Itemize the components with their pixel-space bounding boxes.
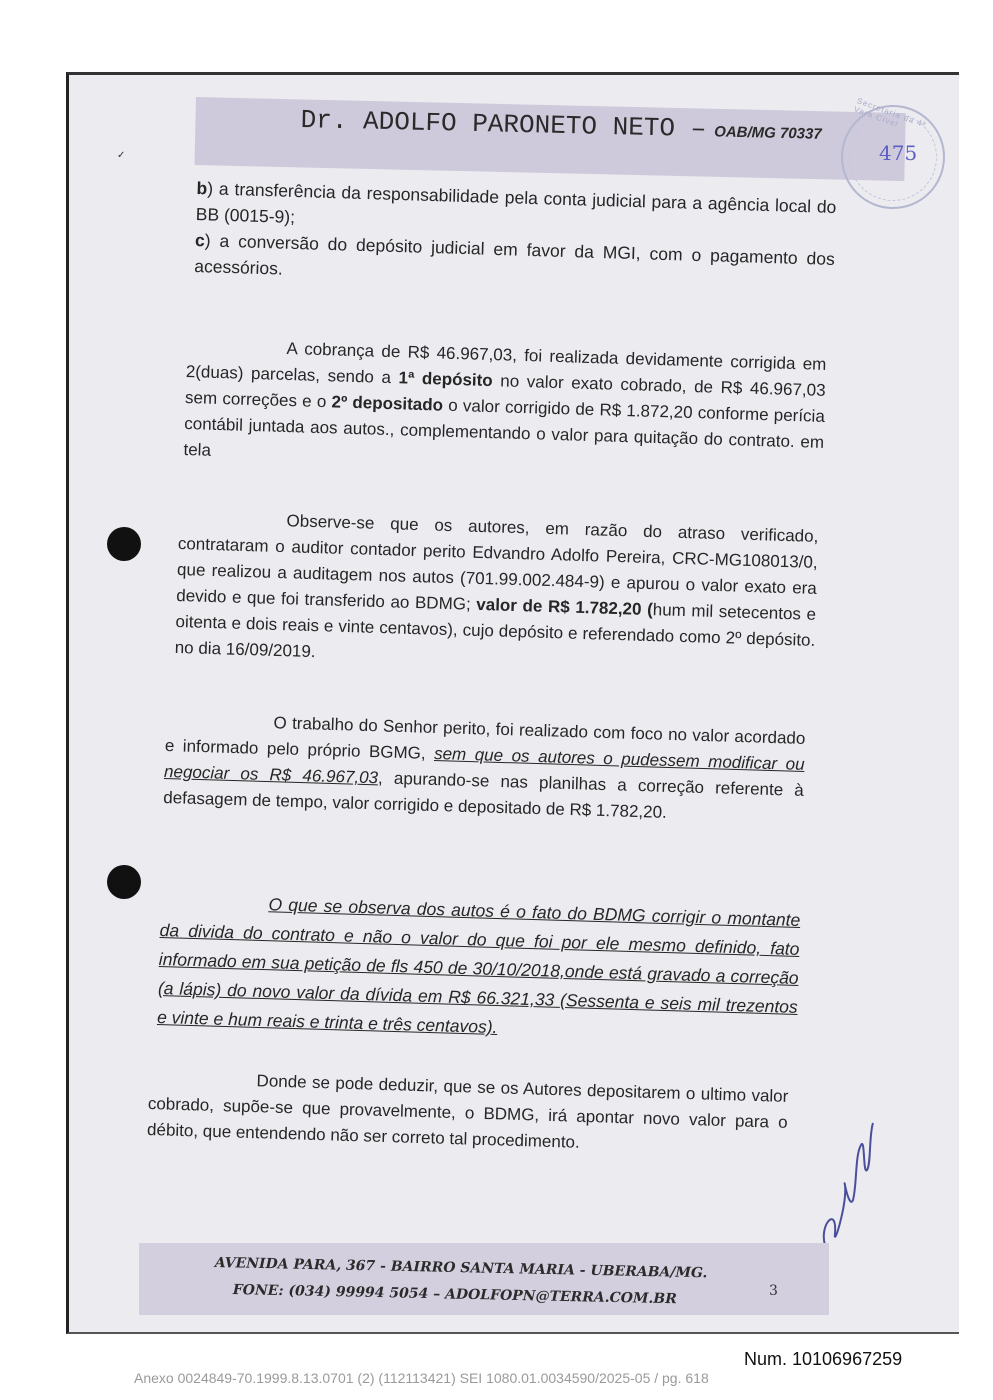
paragraph-items — [194, 175, 837, 298]
item-b-text: ) a transferência da responsabilidade pela conta judicial para a agência local do BB (0015-9); — [195, 178, 837, 227]
margin-mark: ✓ — [117, 150, 126, 161]
paragraph-observa: O que se observa dos autos é o fato do BDMG corrigir o montante da divida do contrato e não o valor do que foi por ele mesmo definido, fato informado em sua petição de fls 450 de 30/10/2018,onde está gravado a correção (a lápis) do novo valor da dívida em R$ 66.321,33 (Sessenta e seis mil trezentos e vinte e hum reais e trinta e três centavos). — [156, 894, 801, 1038]
observe-text-2: hum mil setecentos e oitenta e dois reais e vinte centavos), cujo depósito e referendado como 2º depósito. no dia 16/09/2019. — [174, 600, 817, 662]
observe-bold-1: valor de R$ 1.782,20 ( — [476, 594, 654, 620]
paragraph-trabalho — [163, 707, 806, 830]
trabalho-text-1: O trabalho do Senhor perito, foi realizado com foco no valor acordado e informado pelo próprio BGMG, — [164, 713, 806, 763]
trabalho-text-2: , apurando-se nas planilhas a correção referente à defasagem de tempo, valor corrigido e depositado de R$ 1.782,20. — [163, 768, 805, 822]
observe-text-1: Observe-se que os autores, em razão do atraso verificado, contrataram o auditor contador perito Edvandro Adolfo Pereira, CRC-MG108013/0, que realizou a auditagem nos autos (701.99.002.484-9) e apurou o valor exato era devido e que foi transferido ao BDMG; — [176, 511, 819, 614]
cobranca-bold-2: 2º depositado — [331, 392, 444, 415]
lawyer-name: Dr. ADOLFO PARONETO NETO – — [300, 105, 707, 145]
paragraph-donde: Donde se pode deduzir, que se os Autores depositarem o ultimo valor cobrado, supõe-se que provavelmente, o BDMG, irá apontar novo valor para o débito, que entendendo não ser correto tal procedimento. — [146, 1071, 789, 1152]
trabalho-underlined: sem que os autores o pudessem modificar ou negociar os R$ 46.967,03 — [163, 743, 805, 788]
punch-hole — [107, 865, 141, 899]
footer-address: AVENIDA PARA, 367 - BAIRRO SANTA MARIA - UBERABA/MG. — [214, 1255, 708, 1282]
court-stamp — [841, 96, 945, 209]
paragraph-observe — [174, 505, 818, 680]
footer-contact: FONE: (034) 99994 5054 – ADOLFOPN@TERRA.COM.BR — [232, 1282, 677, 1308]
item-b-label: b — [196, 177, 208, 199]
item-c-text: ) a conversão do depósito judicial em favor da MGI, com o pagamento dos acessórios. — [194, 230, 836, 279]
footer-band — [139, 1243, 829, 1315]
stamp-text: Secretaria da 4ª Vara Cível — [852, 96, 928, 130]
signature — [817, 1115, 877, 1255]
page-stamp-number: 475 — [879, 141, 918, 165]
cobranca-text-2: no valor exato cobrado, de R$ 46.967,03 sem correções e o — [184, 371, 826, 412]
cobranca-text-1: A cobrança de R$ 46.967,03, foi realizada devidamente corrigida em 2(duas) parcelas, sendo a — [185, 338, 827, 388]
scanned-page — [66, 72, 959, 1334]
item-c-label: c — [194, 229, 206, 251]
punch-hole — [107, 527, 141, 561]
paragraph-cobranca — [183, 333, 827, 482]
annex-reference: Anexo 0024849-70.1999.8.13.0701 (2) (112113421) SEI 1080.01.0034590/2025-05 / pg. 618 — [134, 1370, 709, 1386]
cobranca-text-3: o valor corrigido de R$ 1.872,20 conforme perícia contábil juntada aos autos., complementando o valor para quitação do contrato. em tela — [183, 395, 826, 460]
footer-page-number: 3 — [769, 1283, 778, 1299]
cobranca-bold-1: 1ª depósito — [398, 368, 494, 391]
document-number: Num. 10106967259 — [744, 1349, 903, 1369]
oab-number: OAB/MG 70337 — [713, 123, 822, 143]
